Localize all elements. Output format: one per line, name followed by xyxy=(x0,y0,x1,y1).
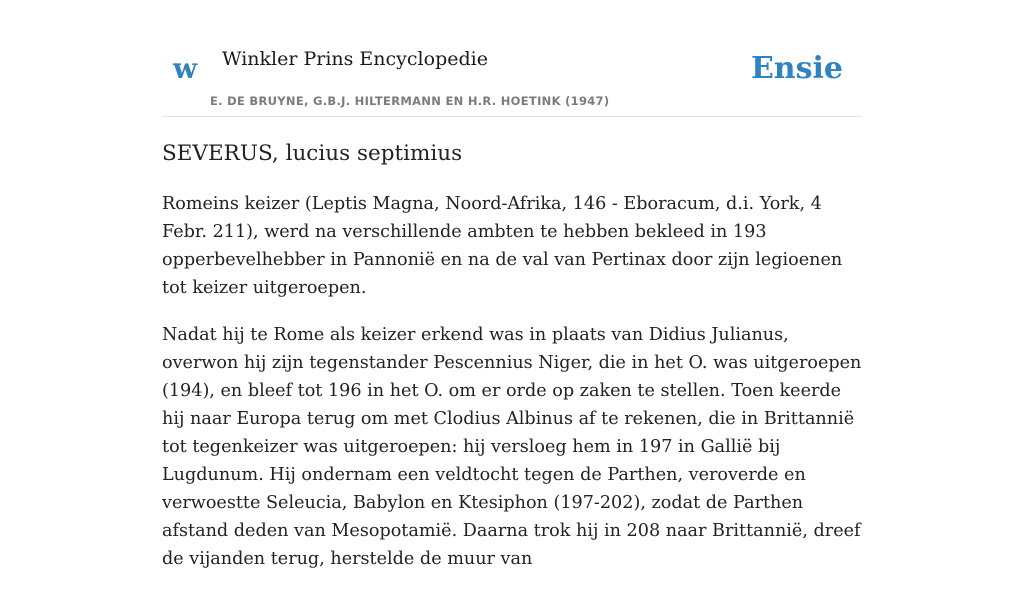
article-paragraph: Nadat hij te Rome als keizer erkend was in plaats van Didius Julianus, overwon hij zijn tegenstander Pescennius Niger, die in het O. was uitgeroepen (194), en bleef tot 196 in het O. om er orde op zaken te stellen. Toen keerde hij naar Europa terug om met Clodius Albinus af te rekenen, die in Brittannië tot tegenkeizer was uitgeroepen: hij versloeg hem in 197 in Gallië bij Lugdunum. Hij ondernam een veldtocht tegen de Parthen, veroverde en verwoestte Seleucia, Babylon en Ktesiphon (197-202), zodat de Parthen afstand deden van Mesopotamië. Daarna trok hij in 208 naar Brittannië, dreef de vijanden terug, herstelde de muur van xyxy=(162,325,862,569)
article-title: SEVERUS, lucius septimius xyxy=(162,141,463,166)
article xyxy=(162,138,862,592)
brand-logo-link[interactable]: Ensie xyxy=(750,51,843,86)
article-body xyxy=(162,190,862,573)
site-logo-icon[interactable]: w xyxy=(173,52,198,85)
source-authors: E. DE BRUYNE, G.B.J. HILTERMANN EN H.R. HOETINK (1947) xyxy=(210,94,610,108)
site-title[interactable]: Winkler Prins Encyclopedie xyxy=(222,48,488,70)
site-header xyxy=(162,0,862,117)
article-paragraph: Romeins keizer (Leptis Magna, Noord-Afrika, 146 - Eboracum, d.i. York, 4 Febr. 211), werd na verschillende ambten te hebben bekleed in 193 opperbevelhebber in Pannonië en na de val van Pertinax door zijn legioenen tot keizer uitgeroepen. xyxy=(162,194,843,298)
